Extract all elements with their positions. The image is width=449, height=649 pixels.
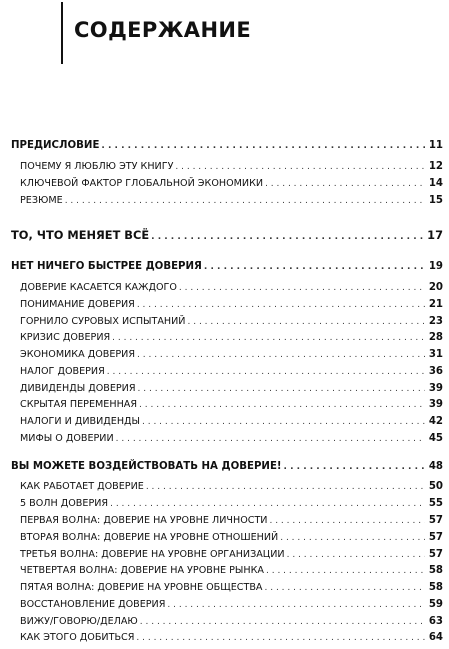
toc-entry[interactable] [11, 459, 443, 475]
toc-entry[interactable] [11, 176, 443, 192]
toc-entry-page: 63 [428, 616, 443, 627]
leader-dots [142, 415, 425, 430]
leader-dots [140, 615, 425, 630]
leader-dots [280, 531, 425, 546]
toc-entry-page: 21 [428, 299, 443, 310]
toc-entry[interactable] [11, 496, 443, 512]
toc-entry[interactable] [11, 479, 443, 495]
toc-entry-page: 31 [428, 349, 443, 360]
toc-entry-page: 12 [428, 161, 443, 172]
toc-entry[interactable] [11, 364, 443, 380]
toc-entry-label: ПОНИМАНИЕ ДОВЕРИЯ [20, 299, 135, 310]
toc-entry[interactable] [11, 138, 443, 154]
toc-entry-page: 58 [428, 582, 443, 593]
toc-entry[interactable] [11, 280, 443, 296]
toc-entry-page: 59 [428, 599, 443, 610]
toc-entry[interactable] [11, 580, 443, 596]
toc-entry-label: СКРЫТАЯ ПЕРЕМЕННАЯ [20, 399, 138, 410]
toc-entry-label: ПОЧЕМУ Я ЛЮБЛЮ ЭТУ КНИГУ [20, 161, 174, 172]
leader-dots [112, 331, 425, 346]
toc-entry-label: КАК ЭТОГО ДОБИТЬСЯ [20, 632, 135, 643]
toc-entry-label: НЕТ НИЧЕГО БЫСТРЕЕ ДОВЕРИЯ [11, 261, 202, 272]
toc-entry[interactable] [11, 297, 443, 313]
leader-dots [101, 139, 425, 154]
toc-entry-page: 14 [428, 178, 443, 189]
toc-entry-label: МИФЫ О ДОВЕРИИ [20, 433, 114, 444]
leader-dots [179, 281, 425, 296]
toc-entry[interactable] [11, 513, 443, 529]
leader-dots [175, 160, 425, 175]
toc-entry-label: КАК РАБОТАЕТ ДОВЕРИЕ [20, 481, 144, 492]
leader-dots [265, 581, 426, 596]
toc-entry-label: ЧЕТВЕРТАЯ ВОЛНА: ДОВЕРИЕ НА УРОВНЕ РЫНКА [20, 565, 264, 576]
toc-entry-label: ВОССТАНОВЛЕНИЕ ДОВЕРИЯ [20, 599, 166, 610]
toc-entry-page: 42 [428, 416, 443, 427]
leader-dots [137, 298, 425, 313]
leader-dots [110, 497, 425, 512]
toc-entry[interactable] [11, 630, 443, 646]
toc-entry[interactable] [11, 563, 443, 579]
toc-entry[interactable] [11, 330, 443, 346]
toc-entry-page: 19 [428, 261, 443, 272]
toc-entry-label: НАЛОГ ДОВЕРИЯ [20, 366, 105, 377]
toc-entry-label: ПРЕДИСЛОВИЕ [11, 140, 100, 151]
toc-entry-page: 39 [428, 399, 443, 410]
toc-entry-label: КРИЗИС ДОВЕРИЯ [20, 332, 111, 343]
toc-entry-page: 45 [428, 433, 443, 444]
toc-entry-label: ВТОРАЯ ВОЛНА: ДОВЕРИЕ НА УРОВНЕ ОТНОШЕНИЙ [20, 532, 279, 543]
toc-entry[interactable] [11, 228, 443, 245]
leader-dots [265, 177, 425, 192]
leader-dots [137, 348, 425, 363]
toc-entry[interactable] [11, 381, 443, 397]
toc-entry-page: 17 [427, 228, 443, 242]
toc-entry-label: ГОРНИЛО СУРОВЫХ ИСПЫТАНИЙ [20, 316, 186, 327]
toc-entry-label: ТО, ЧТО МЕНЯЕТ ВСЁ [11, 228, 150, 242]
toc-entry-page: 11 [428, 140, 443, 151]
leader-dots [146, 480, 425, 495]
toc-entry-label: ТРЕТЬЯ ВОЛНА: ДОВЕРИЕ НА УРОВНЕ ОРГАНИЗАЦИИ [20, 549, 285, 560]
toc-entry-label: ДОВЕРИЕ КАСАЕТСЯ КАЖДОГО [20, 282, 177, 293]
leader-dots [107, 365, 425, 380]
leader-dots [151, 230, 425, 245]
leader-dots [284, 460, 425, 475]
leader-dots [138, 382, 425, 397]
leader-dots [287, 548, 425, 563]
toc-entry[interactable] [11, 547, 443, 563]
toc-entry-page: 23 [428, 316, 443, 327]
toc-entry[interactable] [11, 431, 443, 447]
toc-entry-label: ВЫ МОЖЕТЕ ВОЗДЕЙСТВОВАТЬ НА ДОВЕРИЕ! [11, 461, 282, 472]
leader-dots [139, 398, 425, 413]
toc-entry[interactable] [11, 159, 443, 175]
toc-entry[interactable] [11, 614, 443, 630]
toc-entry-page: 39 [428, 383, 443, 394]
toc-entry-label: ПЕРВАЯ ВОЛНА: ДОВЕРИЕ НА УРОВНЕ ЛИЧНОСТИ [20, 515, 268, 526]
toc-entry[interactable] [11, 259, 443, 275]
leader-dots [136, 631, 425, 646]
toc-entry-label: ПЯТАЯ ВОЛНА: ДОВЕРИЕ НА УРОВНЕ ОБЩЕСТВА [20, 582, 263, 593]
toc-entry[interactable] [11, 414, 443, 430]
leader-dots [65, 194, 425, 209]
toc-entry-page: 48 [428, 461, 443, 472]
toc-entry-page: 58 [428, 565, 443, 576]
toc-entry-page: 50 [428, 481, 443, 492]
leader-dots [188, 315, 426, 330]
leader-dots [269, 514, 425, 529]
toc-entry-label: ВИЖУ/ГОВОРЮ/ДЕЛАЮ [20, 616, 138, 627]
toc-entry-page: 28 [428, 332, 443, 343]
leader-dots [116, 432, 425, 447]
toc-entry[interactable] [11, 397, 443, 413]
page-title: СОДЕРЖАНИЕ [74, 18, 252, 42]
toc-entry-page: 20 [428, 282, 443, 293]
toc-entry-label: НАЛОГИ И ДИВИДЕНДЫ [20, 416, 141, 427]
toc-entry-label: ДИВИДЕНДЫ ДОВЕРИЯ [20, 383, 136, 394]
toc-entry-label: ЭКОНОМИКА ДОВЕРИЯ [20, 349, 136, 360]
toc-entry-label: КЛЮЧЕВОЙ ФАКТОР ГЛОБАЛЬНОЙ ЭКОНОМИКИ [20, 178, 264, 189]
toc-entry[interactable] [11, 314, 443, 330]
title-rule [61, 2, 63, 64]
toc-entry-page: 55 [428, 498, 443, 509]
leader-dots [266, 564, 425, 579]
toc-entry[interactable] [11, 193, 443, 209]
toc-entry-label: РЕЗЮМЕ [20, 195, 63, 206]
toc-entry-page: 57 [428, 515, 443, 526]
toc-entry[interactable] [11, 597, 443, 613]
toc-entry-page: 15 [428, 195, 443, 206]
toc-entry[interactable] [11, 347, 443, 363]
leader-dots [204, 260, 425, 275]
toc-entry-label: 5 ВОЛН ДОВЕРИЯ [20, 498, 109, 509]
toc-entry-page: 64 [428, 632, 443, 643]
toc-entry-page: 36 [428, 366, 443, 377]
toc-entry[interactable] [11, 530, 443, 546]
toc-entry-page: 57 [428, 549, 443, 560]
toc-entry-page: 57 [428, 532, 443, 543]
leader-dots [167, 598, 425, 613]
